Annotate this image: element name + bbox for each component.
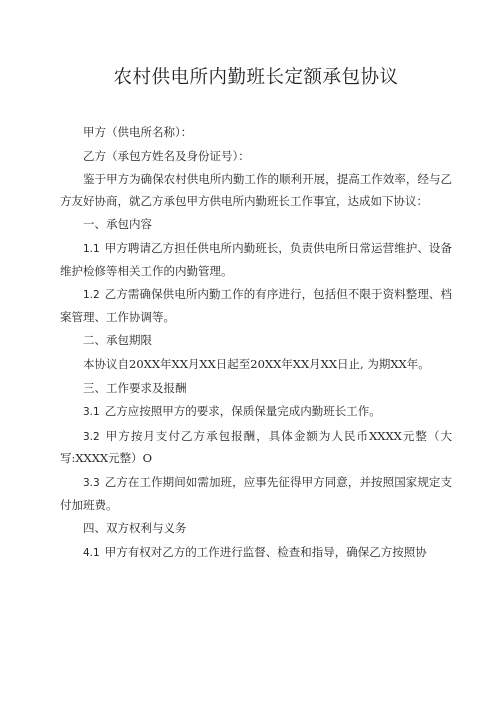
document-title: 农村供电所内勤班长定额承包协议 [113,67,399,88]
section-1-heading: 一、承包内容 [83,217,152,232]
clause-text: 甲方按月支付乙方承包报酬，具体金额为人民币XXXX元整（大写:XXXX元整）O [60,428,452,466]
term-paragraph: 本协议自20XX年XX月XX日起至20XX年XX月XX日止, 为期XX年。 [83,356,430,371]
clause-text: 乙方应按照甲方的要求，保质保量完成内勤班长工作。 [104,404,381,419]
section-2-heading: 二、承包期限 [83,333,152,348]
clause-1-2 [60,284,452,328]
clause-number: 3.1 [83,406,100,419]
document-body [60,122,452,564]
preamble-paragraph: 鉴于甲方为确保农村供电所内勤工作的顺利开展，提高工作效率，经与乙方友好协商，就乙方承包甲方供电所内勤班长工作事宜，达成如下协议： [60,172,452,208]
clause-1-1 [60,238,452,282]
clause-3-2 [60,426,452,470]
section-3-heading: 三、工作要求及报酬 [83,380,187,395]
clause-3-3 [60,472,452,516]
clause-text: 甲方聘请乙方担任供电所内勤班长，负责供电所日常运营维护、设备维护检修等相关工作的内勤管理。 [60,240,452,278]
clause-text: 乙方需确保供电所内勤工作的有序进行，包括但不限于资料整理、档案管理、工作协调等。 [60,287,452,324]
clause-number: 3.3 [83,476,100,489]
clause-number: 1.2 [83,289,100,302]
party-a-line: 甲方（供电所名称）： [83,125,193,139]
clause-3-1 [60,401,452,424]
clause-text: 甲方有权对乙方的工作进行监督、检查和指导，确保乙方按照协 [104,544,427,559]
clause-text: 乙方在工作期间如需加班，应事先征得甲方同意，并按照国家规定支付加班费。 [60,474,452,512]
clause-4-1 [60,542,452,565]
clause-number: 1.1 [83,242,100,255]
party-b-line: 乙方（承包方姓名及身份证号）： [83,148,250,163]
clause-number: 3.2 [83,430,100,443]
section-4-heading: 四、双方权利与义务 [83,521,187,536]
clause-number: 4.1 [83,546,100,559]
